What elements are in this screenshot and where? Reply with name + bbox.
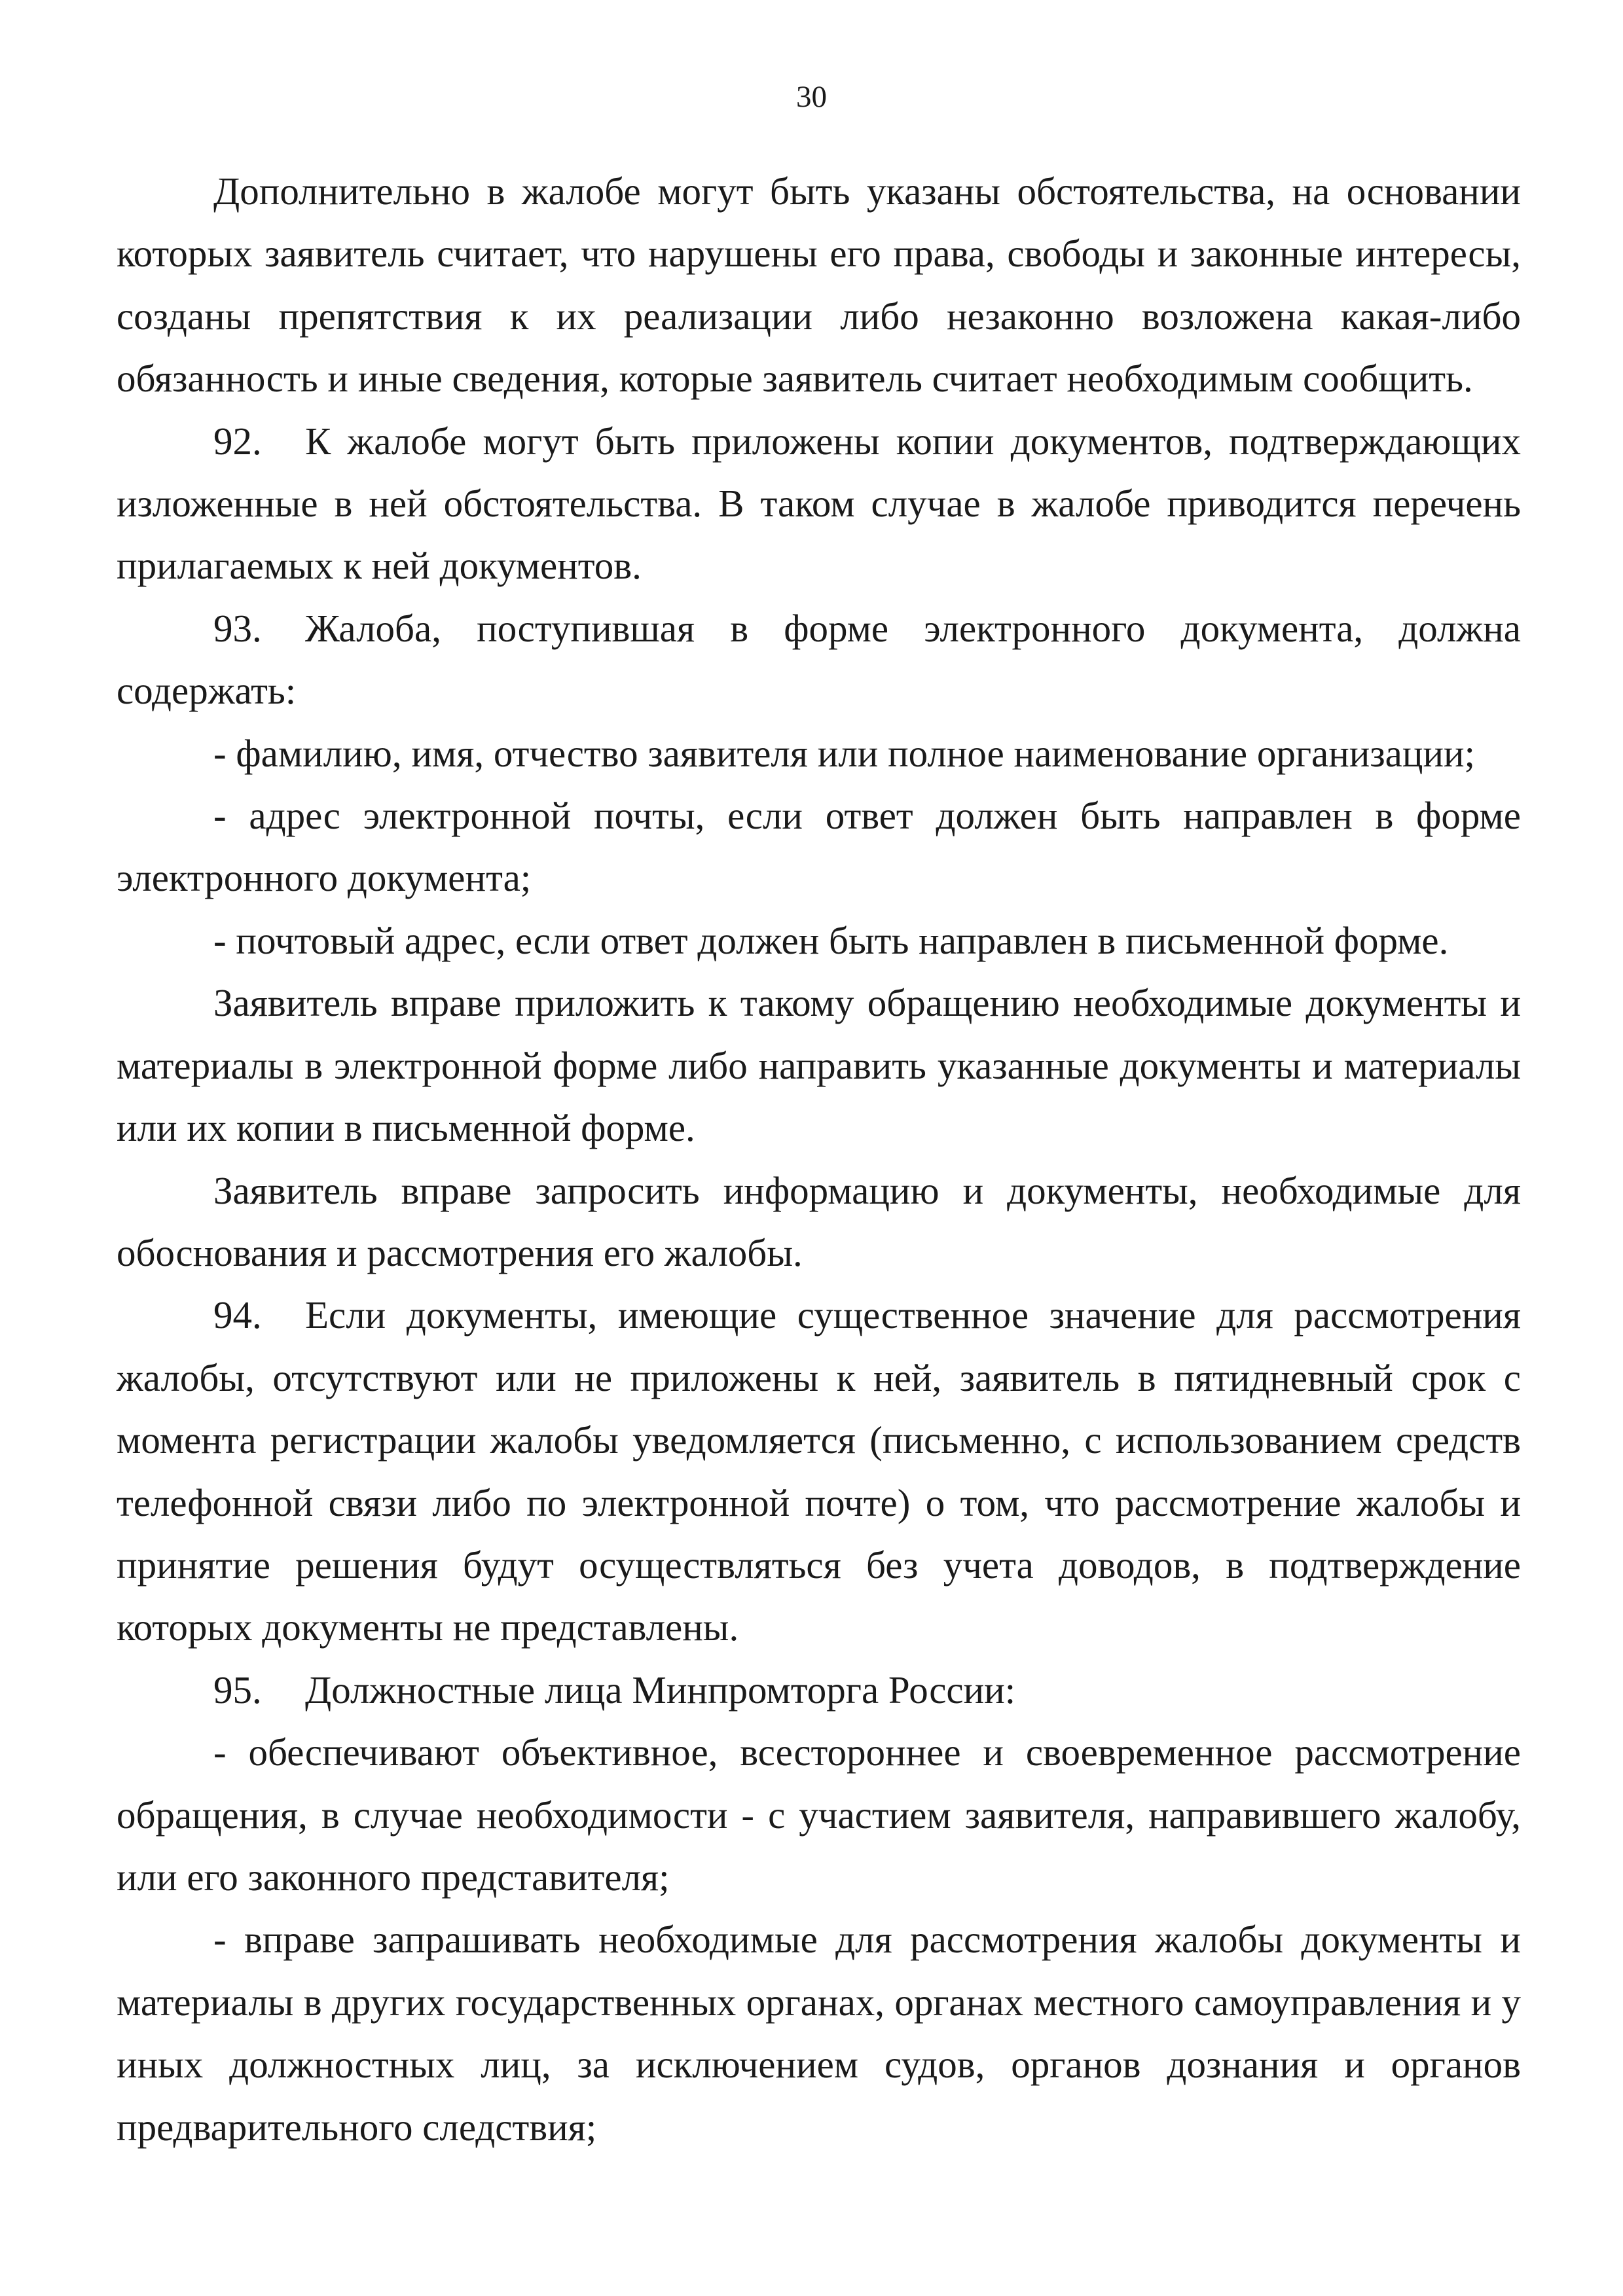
paragraph-number: 93. [213, 606, 262, 650]
paragraph-text: Заявитель вправе запросить информацию и документы, необходимые для обоснования и рассмотрения его жалобы. [117, 1168, 1521, 1274]
paragraph-text: Заявитель вправе приложить к такому обращению необходимые документы и материалы в электронной форме либо направить указанные документы и материалы или их копии в письменной форме. [117, 981, 1521, 1150]
list-item-email [117, 785, 1521, 910]
paragraph-text: Жалоба, поступившая в форме электронного документа, должна содержать: [117, 606, 1521, 713]
paragraph-text: - фамилию, имя, отчество заявителя или полное наименование организации; [213, 731, 1475, 775]
list-item-ensure-review [117, 1721, 1521, 1909]
paragraph-text: Если документы, имеющие существенное значение для рассмотрения жалобы, отсутствуют или не приложены к ней, заявитель в пятидневный срок с момента регистрации жалобы уведомляется (письменно, с использованием средств телефонной связи либо по электронной почте) о том, что рассмотрение жалобы и принятие решения будут осуществляться без учета доводов, в подтверждение которых документы не представлены. [117, 1293, 1521, 1649]
paragraph-text: - адрес электронной почты, если ответ должен быть направлен в форме электронного документа; [117, 794, 1521, 900]
page-number: 30 [796, 80, 827, 114]
paragraph-text: - почтовый адрес, если ответ должен быть направлен в письменной форме. [213, 918, 1449, 962]
paragraph-95 [117, 1659, 1521, 1721]
paragraph-attach-documents [117, 972, 1521, 1159]
paragraph-94 [117, 1284, 1521, 1659]
paragraph-number: 94. [213, 1293, 262, 1337]
paragraph-text: - вправе запрашивать необходимые для рассмотрения жалобы документы и материалы в других государственных органах, органах местного самоуправления и у иных должностных лиц, за исключением судов, органов дознания и органов предварительного следствия; [117, 1918, 1521, 2149]
list-item-postal-address [117, 910, 1521, 972]
paragraph-text: - обеспечивают объективное, всестороннее и своевременное рассмотрение обращения, в случае необходимости - с участием заявителя, направившего жалобу, или его законного представителя; [117, 1731, 1521, 1899]
list-item-full-name [117, 723, 1521, 785]
list-item-request-documents [117, 1909, 1521, 2159]
paragraph-text: Дополнительно в жалобе могут быть указаны обстоятельства, на основании которых заявитель считает, что нарушены его права, свободы и законные интересы, созданы препятствия к их реализации либо незаконно возложена какая-либо обязанность и иные сведения, которые заявитель считает необходимым сообщить. [117, 170, 1521, 401]
paragraph-number: 92. [213, 419, 262, 463]
document-body [117, 160, 1521, 2159]
paragraph-93 [117, 598, 1521, 723]
paragraph-text: Должностные лица Минпромторга России: [305, 1668, 1016, 1712]
paragraph-92 [117, 410, 1521, 598]
paragraph-additional-circumstances [117, 160, 1521, 410]
paragraph-number: 95. [213, 1668, 262, 1712]
paragraph-text: К жалобе могут быть приложены копии документов, подтверждающих изложенные в ней обстоятельства. В таком случае в жалобе приводится перечень прилагаемых к ней документов. [117, 419, 1521, 588]
paragraph-request-information [117, 1160, 1521, 1285]
